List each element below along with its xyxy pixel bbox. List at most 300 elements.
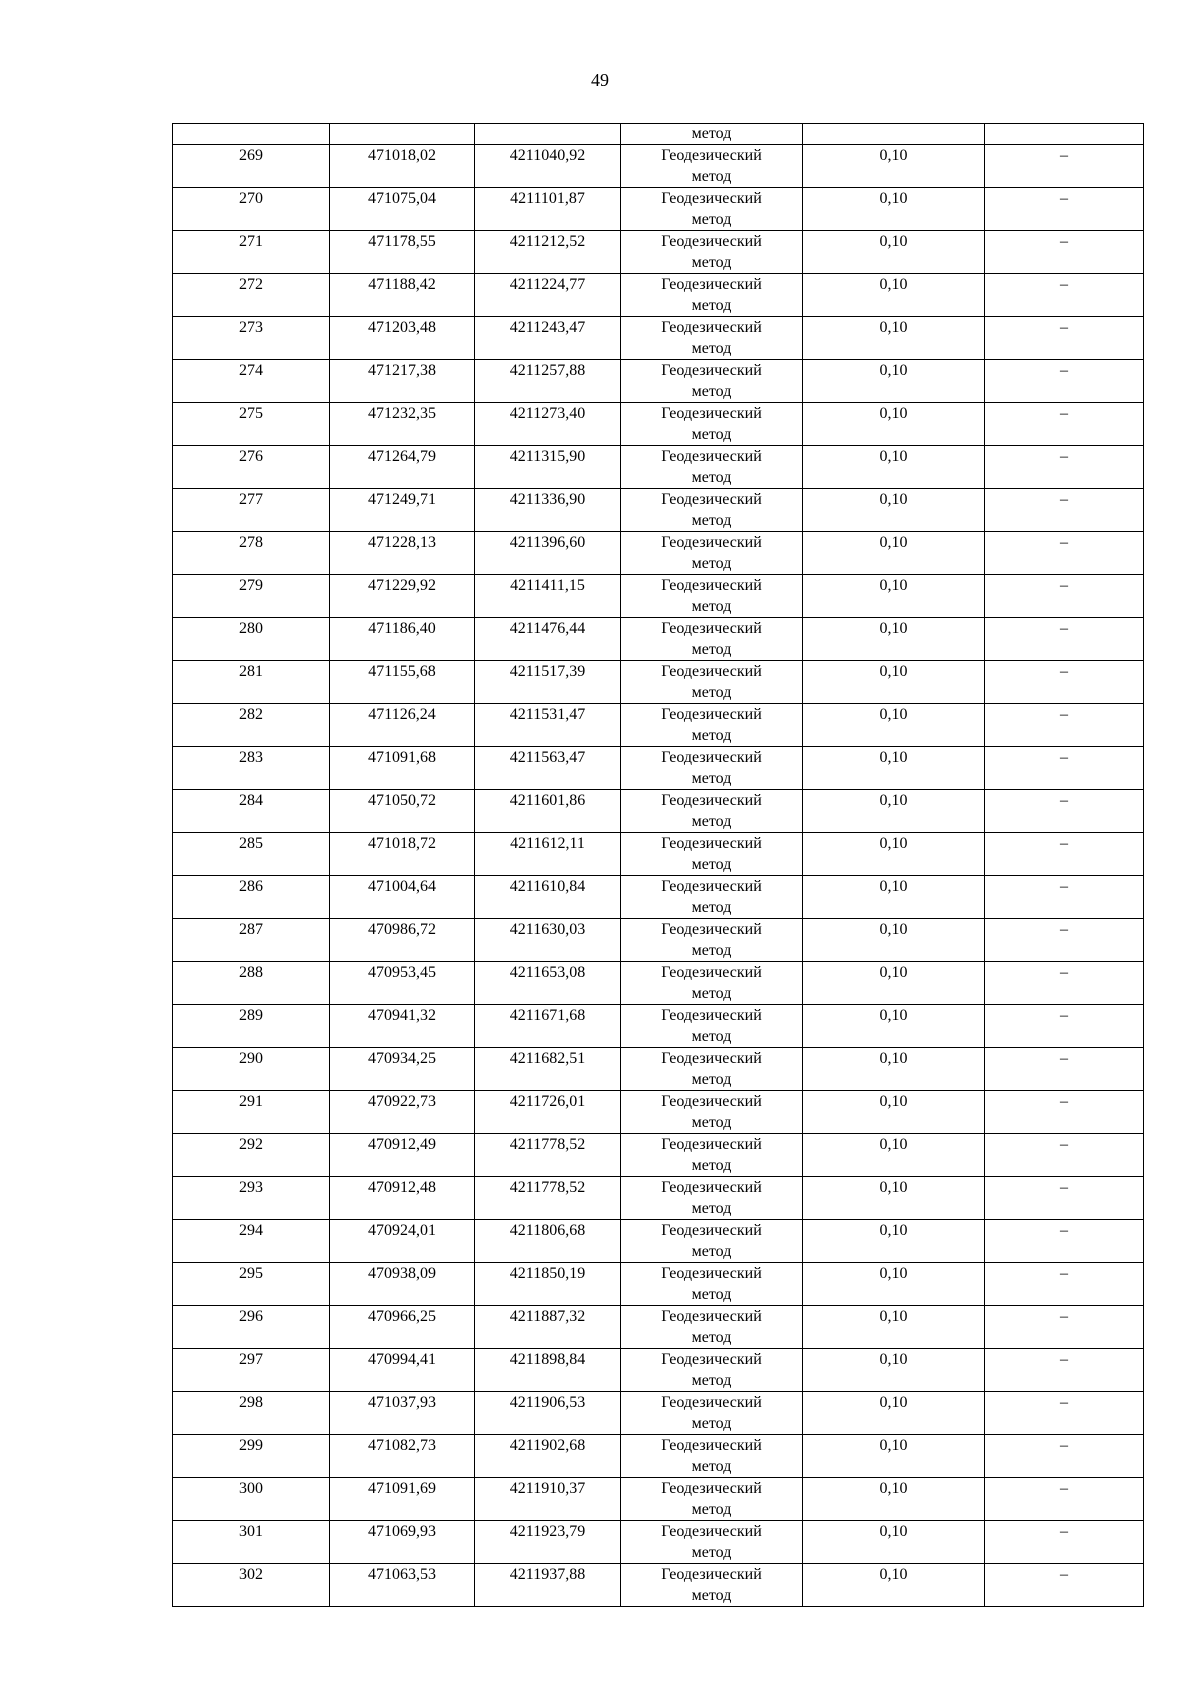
cell-x-coordinate: 470912,49 <box>330 1134 475 1177</box>
cell-accuracy: 0,10 <box>803 489 985 532</box>
cell-method <box>621 1349 803 1392</box>
table-row <box>173 1306 1144 1349</box>
cell-accuracy: 0,10 <box>803 1263 985 1306</box>
cell-point-number: 279 <box>173 575 330 618</box>
method-line-2: метод <box>691 1415 732 1432</box>
cell-description: – <box>985 876 1144 919</box>
cell-point-number: 272 <box>173 274 330 317</box>
cell-description: – <box>985 1220 1144 1263</box>
method-line-1: Геодезический <box>661 190 762 207</box>
cell-method <box>621 661 803 704</box>
cell-point-number: 289 <box>173 1005 330 1048</box>
cell-accuracy: 0,10 <box>803 1220 985 1263</box>
table-row <box>173 489 1144 532</box>
cell-x-coordinate: 471082,73 <box>330 1435 475 1478</box>
method-line-1: Геодезический <box>661 577 762 594</box>
cell-y-coordinate: 4211212,52 <box>475 231 621 274</box>
cell-y-coordinate: 4211610,84 <box>475 876 621 919</box>
cell-point-number: 298 <box>173 1392 330 1435</box>
cell-y-coordinate: 4211682,51 <box>475 1048 621 1091</box>
method-line-1: Геодезический <box>661 1050 762 1067</box>
cell-method <box>621 833 803 876</box>
cell-description: – <box>985 618 1144 661</box>
table-row <box>173 1091 1144 1134</box>
method-line-1: Геодезический <box>661 1007 762 1024</box>
cell-method <box>621 575 803 618</box>
table-row <box>173 145 1144 188</box>
cell-method <box>621 317 803 360</box>
method-line-2: метод <box>691 1243 732 1260</box>
method-line-1: Геодезический <box>661 1179 762 1196</box>
cell-x-coordinate: 470966,25 <box>330 1306 475 1349</box>
cell-description <box>985 124 1144 145</box>
table-row <box>173 1263 1144 1306</box>
cell-description: – <box>985 532 1144 575</box>
cell-accuracy: 0,10 <box>803 1306 985 1349</box>
table-row <box>173 661 1144 704</box>
cell-x-coordinate: 471018,72 <box>330 833 475 876</box>
table-row <box>173 317 1144 360</box>
table-row <box>173 1134 1144 1177</box>
cell-method <box>621 1564 803 1607</box>
cell-description: – <box>985 317 1144 360</box>
method-line-1: Геодезический <box>661 448 762 465</box>
cell-x-coordinate <box>330 124 475 145</box>
cell-x-coordinate: 471069,93 <box>330 1521 475 1564</box>
cell-point-number: 300 <box>173 1478 330 1521</box>
cell-method <box>621 403 803 446</box>
cell-x-coordinate: 471155,68 <box>330 661 475 704</box>
method-line-2: метод <box>691 555 732 572</box>
cell-y-coordinate: 4211850,19 <box>475 1263 621 1306</box>
method-line-2: метод <box>691 598 732 615</box>
method-line-1: Геодезический <box>661 491 762 508</box>
cell-method <box>621 1263 803 1306</box>
cell-x-coordinate: 471264,79 <box>330 446 475 489</box>
method-line-2: метод <box>691 1071 732 1088</box>
cell-method <box>621 1435 803 1478</box>
cell-x-coordinate: 470938,09 <box>330 1263 475 1306</box>
cell-y-coordinate: 4211630,03 <box>475 919 621 962</box>
cell-description: – <box>985 1005 1144 1048</box>
cell-accuracy: 0,10 <box>803 575 985 618</box>
cell-description: – <box>985 446 1144 489</box>
cell-accuracy: 0,10 <box>803 1048 985 1091</box>
cell-method <box>621 1220 803 1263</box>
cell-x-coordinate: 470912,48 <box>330 1177 475 1220</box>
cell-y-coordinate: 4211726,01 <box>475 1091 621 1134</box>
cell-y-coordinate: 4211040,92 <box>475 145 621 188</box>
cell-point-number: 270 <box>173 188 330 231</box>
method-line-2: метод <box>691 813 732 830</box>
method-line-1: Геодезический <box>661 276 762 293</box>
cell-description: – <box>985 403 1144 446</box>
cell-accuracy: 0,10 <box>803 403 985 446</box>
method-line-2: метод <box>691 684 732 701</box>
cell-x-coordinate: 471091,68 <box>330 747 475 790</box>
coordinates-table-body <box>173 124 1144 1607</box>
cell-x-coordinate: 471126,24 <box>330 704 475 747</box>
cell-point-number: 275 <box>173 403 330 446</box>
cell-point-number: 301 <box>173 1521 330 1564</box>
method-line-1: Геодезический <box>661 1480 762 1497</box>
cell-accuracy: 0,10 <box>803 876 985 919</box>
table-row <box>173 1564 1144 1607</box>
cell-x-coordinate: 471229,92 <box>330 575 475 618</box>
cell-description: – <box>985 661 1144 704</box>
method-line-2: метод <box>691 340 732 357</box>
table-row <box>173 1005 1144 1048</box>
table-row <box>173 274 1144 317</box>
cell-y-coordinate: 4211778,52 <box>475 1177 621 1220</box>
method-line-2: метод <box>691 1028 732 1045</box>
table-row <box>173 403 1144 446</box>
cell-point-number: 302 <box>173 1564 330 1607</box>
cell-accuracy: 0,10 <box>803 1091 985 1134</box>
cell-description: – <box>985 1306 1144 1349</box>
cell-point-number: 296 <box>173 1306 330 1349</box>
method-line-2: метод <box>691 985 732 1002</box>
cell-description: – <box>985 747 1144 790</box>
coordinates-table <box>172 123 1144 1607</box>
method-line-1: Геодезический <box>661 534 762 551</box>
cell-x-coordinate: 471018,02 <box>330 145 475 188</box>
cell-description: – <box>985 962 1144 1005</box>
method-line-2: метод <box>691 727 732 744</box>
cell-description: – <box>985 1564 1144 1607</box>
method-line-1: Геодезический <box>661 1523 762 1540</box>
cell-point-number: 271 <box>173 231 330 274</box>
continued-row <box>173 124 1144 145</box>
method-line-1: Геодезический <box>661 1308 762 1325</box>
cell-accuracy: 0,10 <box>803 274 985 317</box>
cell-accuracy: 0,10 <box>803 317 985 360</box>
cell-description: – <box>985 704 1144 747</box>
cell-x-coordinate: 471186,40 <box>330 618 475 661</box>
method-line-2: метод <box>691 469 732 486</box>
table-row <box>173 446 1144 489</box>
cell-method <box>621 274 803 317</box>
cell-method <box>621 876 803 919</box>
method-line-1: Геодезический <box>661 1136 762 1153</box>
cell-accuracy: 0,10 <box>803 704 985 747</box>
cell-method <box>621 1048 803 1091</box>
cell-description: – <box>985 231 1144 274</box>
cell-y-coordinate: 4211411,15 <box>475 575 621 618</box>
method-line-1: Геодезический <box>661 319 762 336</box>
method-line-1: Геодезический <box>661 1437 762 1454</box>
cell-method <box>621 919 803 962</box>
cell-point-number: 274 <box>173 360 330 403</box>
table-row <box>173 962 1144 1005</box>
cell-x-coordinate: 470953,45 <box>330 962 475 1005</box>
method-line-2: метод <box>691 1114 732 1131</box>
cell-description: – <box>985 1091 1144 1134</box>
cell-accuracy: 0,10 <box>803 1349 985 1392</box>
cell-description: – <box>985 790 1144 833</box>
method-line-2: метод <box>691 254 732 271</box>
cell-y-coordinate: 4211902,68 <box>475 1435 621 1478</box>
method-line-1: Геодезический <box>661 835 762 852</box>
cell-method <box>621 1005 803 1048</box>
cell-x-coordinate: 471203,48 <box>330 317 475 360</box>
cell-y-coordinate: 4211653,08 <box>475 962 621 1005</box>
cell-x-coordinate: 471188,42 <box>330 274 475 317</box>
cell-accuracy: 0,10 <box>803 1564 985 1607</box>
table-row <box>173 360 1144 403</box>
cell-method <box>621 360 803 403</box>
cell-x-coordinate: 471228,13 <box>330 532 475 575</box>
cell-point-number: 284 <box>173 790 330 833</box>
cell-point-number: 281 <box>173 661 330 704</box>
cell-y-coordinate: 4211778,52 <box>475 1134 621 1177</box>
cell-point-number: 287 <box>173 919 330 962</box>
cell-method <box>621 145 803 188</box>
method-line-2: метод <box>691 641 732 658</box>
cell-description: – <box>985 188 1144 231</box>
method-line-2: метод <box>691 899 732 916</box>
cell-method <box>621 1091 803 1134</box>
method-line-1: Геодезический <box>661 749 762 766</box>
table-row <box>173 1478 1144 1521</box>
table-row <box>173 1177 1144 1220</box>
cell-point-number: 292 <box>173 1134 330 1177</box>
cell-x-coordinate: 471063,53 <box>330 1564 475 1607</box>
cell-x-coordinate: 471217,38 <box>330 360 475 403</box>
cell-y-coordinate <box>475 124 621 145</box>
method-line-2: метод <box>691 856 732 873</box>
cell-y-coordinate: 4211937,88 <box>475 1564 621 1607</box>
cell-accuracy: 0,10 <box>803 1005 985 1048</box>
method-line-2: метод <box>691 168 732 185</box>
method-line-1: Геодезический <box>661 792 762 809</box>
cell-accuracy: 0,10 <box>803 1134 985 1177</box>
cell-point-number: 297 <box>173 1349 330 1392</box>
cell-description: – <box>985 919 1144 962</box>
cell-description: – <box>985 575 1144 618</box>
cell-accuracy: 0,10 <box>803 962 985 1005</box>
cell-accuracy: 0,10 <box>803 360 985 403</box>
method-line-2: метод <box>691 1458 732 1475</box>
cell-description: – <box>985 274 1144 317</box>
table-row <box>173 231 1144 274</box>
cell-accuracy: 0,10 <box>803 188 985 231</box>
cell-x-coordinate: 471037,93 <box>330 1392 475 1435</box>
cell-accuracy: 0,10 <box>803 231 985 274</box>
cell-x-coordinate: 470994,41 <box>330 1349 475 1392</box>
table-row <box>173 1392 1144 1435</box>
method-line-1: Геодезический <box>661 921 762 938</box>
method-line-2: метод <box>691 383 732 400</box>
cell-y-coordinate: 4211531,47 <box>475 704 621 747</box>
cell-point-number: 291 <box>173 1091 330 1134</box>
table-row <box>173 1521 1144 1564</box>
method-line-2: метод <box>691 1501 732 1518</box>
cell-point-number: 278 <box>173 532 330 575</box>
method-line-1: Геодезический <box>661 1222 762 1239</box>
cell-point-number: 295 <box>173 1263 330 1306</box>
cell-point-number: 273 <box>173 317 330 360</box>
cell-x-coordinate: 471178,55 <box>330 231 475 274</box>
cell-point-number: 285 <box>173 833 330 876</box>
cell-description: – <box>985 1134 1144 1177</box>
table-row <box>173 188 1144 231</box>
cell-description: – <box>985 1521 1144 1564</box>
table-row <box>173 1220 1144 1263</box>
cell-accuracy: 0,10 <box>803 747 985 790</box>
table-row <box>173 833 1144 876</box>
cell-method <box>621 1521 803 1564</box>
cell-description: – <box>985 489 1144 532</box>
cell-method <box>621 489 803 532</box>
cell-x-coordinate: 471232,35 <box>330 403 475 446</box>
cell-method <box>621 188 803 231</box>
method-line-1: Геодезический <box>661 964 762 981</box>
cell-x-coordinate: 471050,72 <box>330 790 475 833</box>
cell-y-coordinate: 4211910,37 <box>475 1478 621 1521</box>
cell-accuracy: 0,10 <box>803 446 985 489</box>
cell-y-coordinate: 4211923,79 <box>475 1521 621 1564</box>
cell-description: – <box>985 1048 1144 1091</box>
cell-y-coordinate: 4211476,44 <box>475 618 621 661</box>
cell-description: – <box>985 1435 1144 1478</box>
cell-point-number: 283 <box>173 747 330 790</box>
cell-y-coordinate: 4211898,84 <box>475 1349 621 1392</box>
cell-method <box>621 1134 803 1177</box>
method-line-1: Геодезический <box>661 147 762 164</box>
cell-accuracy: 0,10 <box>803 1478 985 1521</box>
cell-accuracy: 0,10 <box>803 1392 985 1435</box>
cell-y-coordinate: 4211243,47 <box>475 317 621 360</box>
cell-point-number: 288 <box>173 962 330 1005</box>
cell-accuracy: 0,10 <box>803 1521 985 1564</box>
cell-x-coordinate: 470941,32 <box>330 1005 475 1048</box>
table-row <box>173 1349 1144 1392</box>
cell-x-coordinate: 470922,73 <box>330 1091 475 1134</box>
method-line-2: метод <box>691 426 732 443</box>
cell-y-coordinate: 4211906,53 <box>475 1392 621 1435</box>
method-line-1: Геодезический <box>661 706 762 723</box>
method-line-1: Геодезический <box>661 1394 762 1411</box>
cell-description: – <box>985 360 1144 403</box>
method-line-1: Геодезический <box>661 405 762 422</box>
cell-y-coordinate: 4211563,47 <box>475 747 621 790</box>
cell-x-coordinate: 470986,72 <box>330 919 475 962</box>
cell-x-coordinate: 471004,64 <box>330 876 475 919</box>
cell-y-coordinate: 4211396,60 <box>475 532 621 575</box>
cell-method <box>621 618 803 661</box>
cell-x-coordinate: 471075,04 <box>330 188 475 231</box>
method-line-1: Геодезический <box>661 1566 762 1583</box>
cell-accuracy: 0,10 <box>803 919 985 962</box>
method-line-2: метод <box>691 297 732 314</box>
cell-y-coordinate: 4211336,90 <box>475 489 621 532</box>
table-row <box>173 1435 1144 1478</box>
cell-point-number: 294 <box>173 1220 330 1263</box>
table-row <box>173 575 1144 618</box>
method-line-1: Геодезический <box>661 1265 762 1282</box>
cell-method <box>621 747 803 790</box>
method-line-2: метод <box>691 770 732 787</box>
table-row <box>173 704 1144 747</box>
cell-method <box>621 962 803 1005</box>
cell-method <box>621 1306 803 1349</box>
method-line-2: метод <box>691 1544 732 1561</box>
cell-x-coordinate: 471091,69 <box>330 1478 475 1521</box>
cell-method <box>621 231 803 274</box>
cell-description: – <box>985 145 1144 188</box>
method-line-2: метод <box>691 512 732 529</box>
cell-method <box>621 1392 803 1435</box>
cell-y-coordinate: 4211224,77 <box>475 274 621 317</box>
cell-point-number: 282 <box>173 704 330 747</box>
cell-point-number: 276 <box>173 446 330 489</box>
cell-description: – <box>985 1392 1144 1435</box>
method-line-1: Геодезический <box>661 620 762 637</box>
cell-point-number: 269 <box>173 145 330 188</box>
cell-point-number: 293 <box>173 1177 330 1220</box>
cell-description: – <box>985 1478 1144 1521</box>
cell-y-coordinate: 4211601,86 <box>475 790 621 833</box>
cell-y-coordinate: 4211257,88 <box>475 360 621 403</box>
cell-accuracy: 0,10 <box>803 532 985 575</box>
cell-description: – <box>985 1349 1144 1392</box>
cell-method <box>621 446 803 489</box>
cell-point-number <box>173 124 330 145</box>
cell-y-coordinate: 4211887,32 <box>475 1306 621 1349</box>
table-row <box>173 790 1144 833</box>
method-line-2: метод <box>691 1372 732 1389</box>
cell-accuracy: 0,10 <box>803 790 985 833</box>
cell-accuracy: 0,10 <box>803 1177 985 1220</box>
cell-accuracy: 0,10 <box>803 145 985 188</box>
page-number: 49 <box>591 70 609 90</box>
method-line-1: Геодезический <box>661 233 762 250</box>
cell-accuracy: 0,10 <box>803 1435 985 1478</box>
cell-point-number: 290 <box>173 1048 330 1091</box>
cell-y-coordinate: 4211101,87 <box>475 188 621 231</box>
method-line-2: метод <box>691 1200 732 1217</box>
cell-method <box>621 1177 803 1220</box>
cell-point-number: 280 <box>173 618 330 661</box>
cell-y-coordinate: 4211273,40 <box>475 403 621 446</box>
cell-x-coordinate: 471249,71 <box>330 489 475 532</box>
cell-method <box>621 704 803 747</box>
method-line-1: Геодезический <box>661 663 762 680</box>
cell-y-coordinate: 4211806,68 <box>475 1220 621 1263</box>
table-row <box>173 532 1144 575</box>
method-line-1: Геодезический <box>661 1351 762 1368</box>
cell-point-number: 277 <box>173 489 330 532</box>
cell-point-number: 299 <box>173 1435 330 1478</box>
cell-point-number: 286 <box>173 876 330 919</box>
method-line-2: метод <box>691 211 732 228</box>
table-row <box>173 1048 1144 1091</box>
cell-y-coordinate: 4211612,11 <box>475 833 621 876</box>
cell-y-coordinate: 4211517,39 <box>475 661 621 704</box>
cell-accuracy: 0,10 <box>803 618 985 661</box>
cell-accuracy: 0,10 <box>803 661 985 704</box>
cell-description: – <box>985 1177 1144 1220</box>
method-line-1: Геодезический <box>661 362 762 379</box>
cell-description: – <box>985 833 1144 876</box>
table-row <box>173 919 1144 962</box>
method-line-2: метод <box>691 1286 732 1303</box>
method-line-1: Геодезический <box>661 1093 762 1110</box>
method-line-2: метод <box>691 1157 732 1174</box>
table-row <box>173 876 1144 919</box>
table-row <box>173 747 1144 790</box>
